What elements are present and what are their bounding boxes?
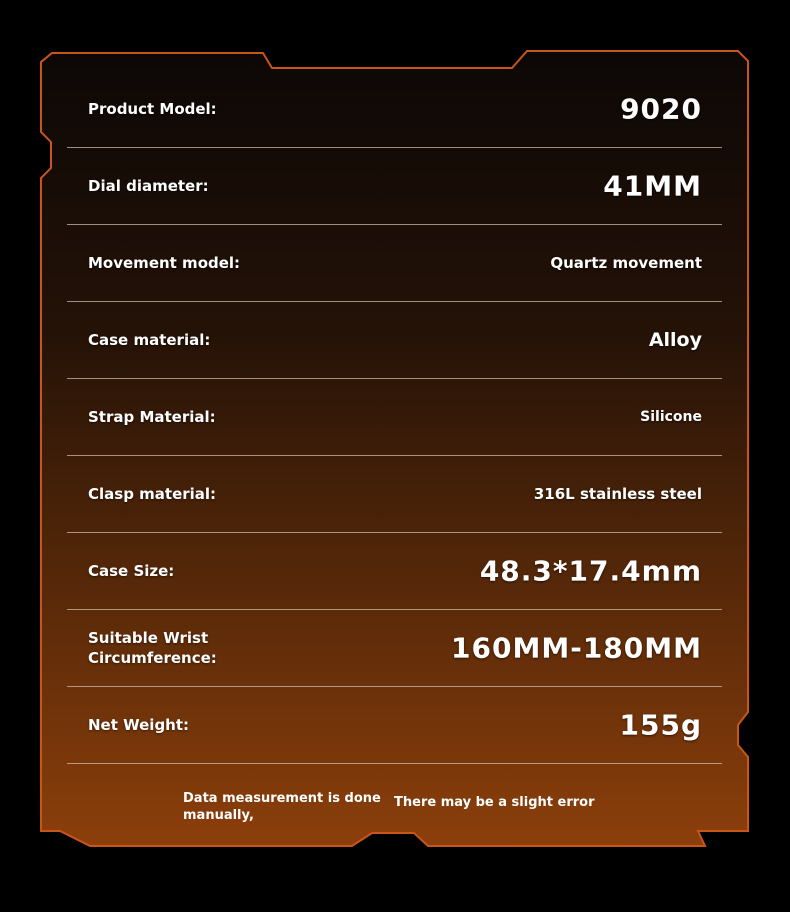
spec-label: Product Model: xyxy=(88,100,217,118)
spec-value: 41MM xyxy=(603,169,702,203)
spec-value: 316L stainless steel xyxy=(533,485,702,503)
footnote-error: There may be a slight error xyxy=(394,795,595,810)
spec-label: Movement model: xyxy=(88,254,241,272)
spec-label: Case material: xyxy=(88,331,211,349)
spec-label: Net Weight: xyxy=(88,716,190,734)
spec-value: Quartz movement xyxy=(550,254,702,272)
spec-label: Strap Material: xyxy=(88,408,216,426)
spec-value: 48.3*17.4mm xyxy=(479,554,702,588)
spec-label: Clasp material: xyxy=(88,485,217,503)
spec-label: Dial diameter: xyxy=(88,177,209,195)
spec-value: 160MM-180MM xyxy=(451,631,702,665)
spec-value: 9020 xyxy=(620,92,702,126)
spec-row-wrist-circumference xyxy=(67,610,722,687)
footnote-measurement: Data measurement is done manually, xyxy=(183,791,381,823)
spec-label: Case Size: xyxy=(88,562,175,580)
spec-value: Silicone xyxy=(640,409,702,425)
spec-row-product-model xyxy=(67,71,722,148)
spec-row-case-size xyxy=(67,533,722,610)
spec-row-movement-model xyxy=(67,225,722,302)
spec-label: Suitable Wrist Circumference: xyxy=(88,629,217,667)
spec-row-dial-diameter xyxy=(67,148,722,225)
spec-table xyxy=(67,71,722,764)
spec-value: 155g xyxy=(619,708,702,742)
spec-row-strap-material xyxy=(67,379,722,456)
spec-row-clasp-material xyxy=(67,456,722,533)
spec-row-case-material xyxy=(67,302,722,379)
spec-value: Alloy xyxy=(648,329,702,351)
spec-row-net-weight xyxy=(67,687,722,764)
